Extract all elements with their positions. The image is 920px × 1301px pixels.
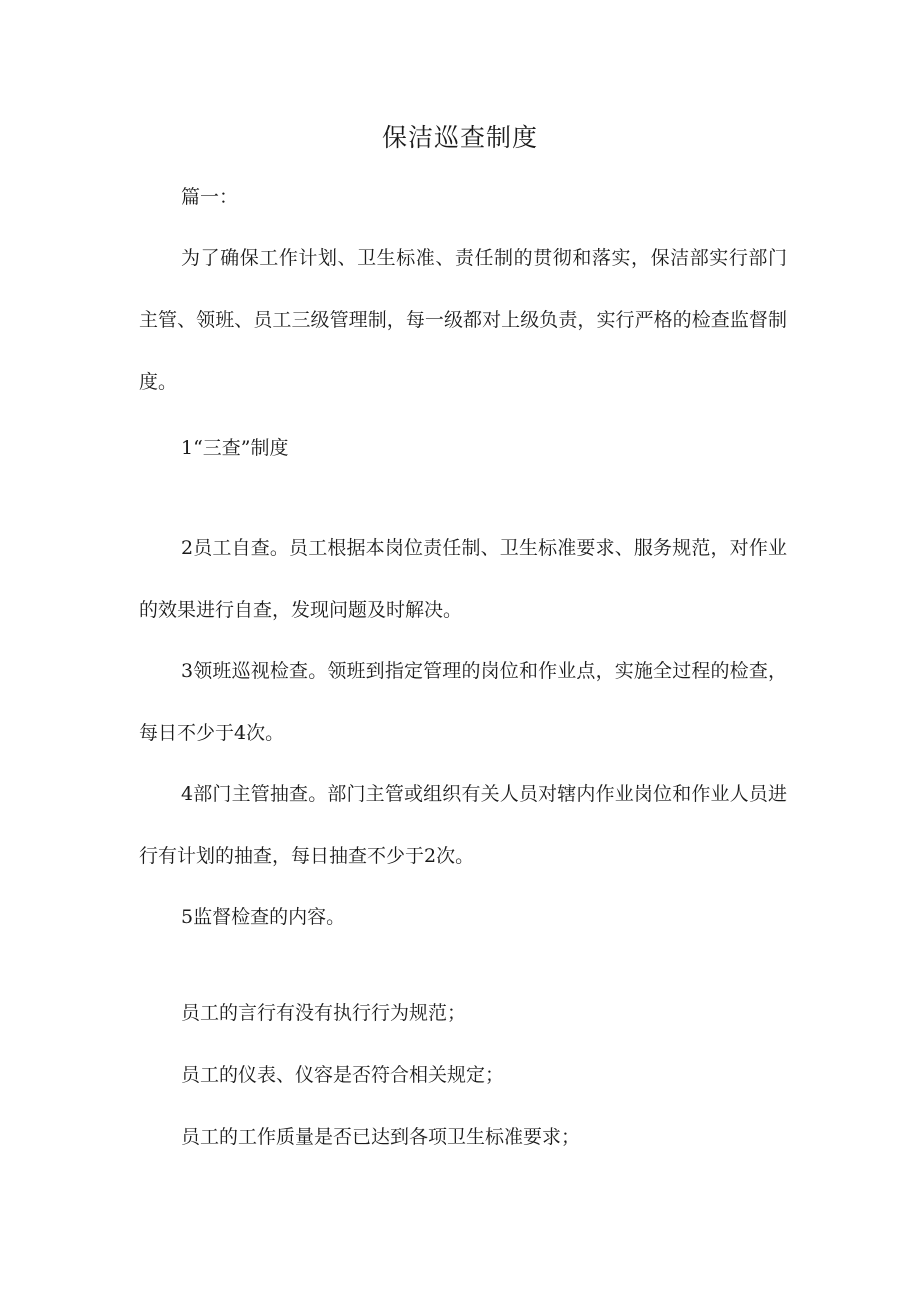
document-title: 保洁巡查制度	[381, 123, 538, 152]
intro-paragraph: 为了确保工作计划、卫生标准、责任制的贯彻和落实，保洁部实行部门主管、领班、员工三级管理制，每一级都对上级负责，实行严格的检查监督制度。	[139, 247, 787, 393]
check-item: 员工的仪表、仪容是否符合相关规定；	[181, 1064, 505, 1086]
item-3-paragraph: 3领班巡视检查。领班到指定管理的岗位和作业点，实施全过程的检查，每日不少于4次。	[139, 660, 787, 744]
item-1-heading: 1“三查”制度	[181, 437, 289, 459]
item-2-paragraph: 2员工自查。员工根据本岗位责任制、卫生标准要求、服务规范，对作业的效果进行自查，发现问题及时解决。	[139, 537, 787, 621]
check-item: 员工的言行有没有执行行为规范；	[181, 1002, 467, 1024]
check-item: 员工的工作质量是否已达到各项卫生标准要求；	[181, 1126, 581, 1148]
section-label: 篇一：	[181, 186, 239, 208]
item-5-heading: 5监督检查的内容。	[181, 906, 346, 928]
item-4-paragraph: 4部门主管抽查。部门主管或组织有关人员对辖内作业岗位和作业人员进行有计划的抽查，每日抽查不少于2次。	[139, 783, 787, 867]
